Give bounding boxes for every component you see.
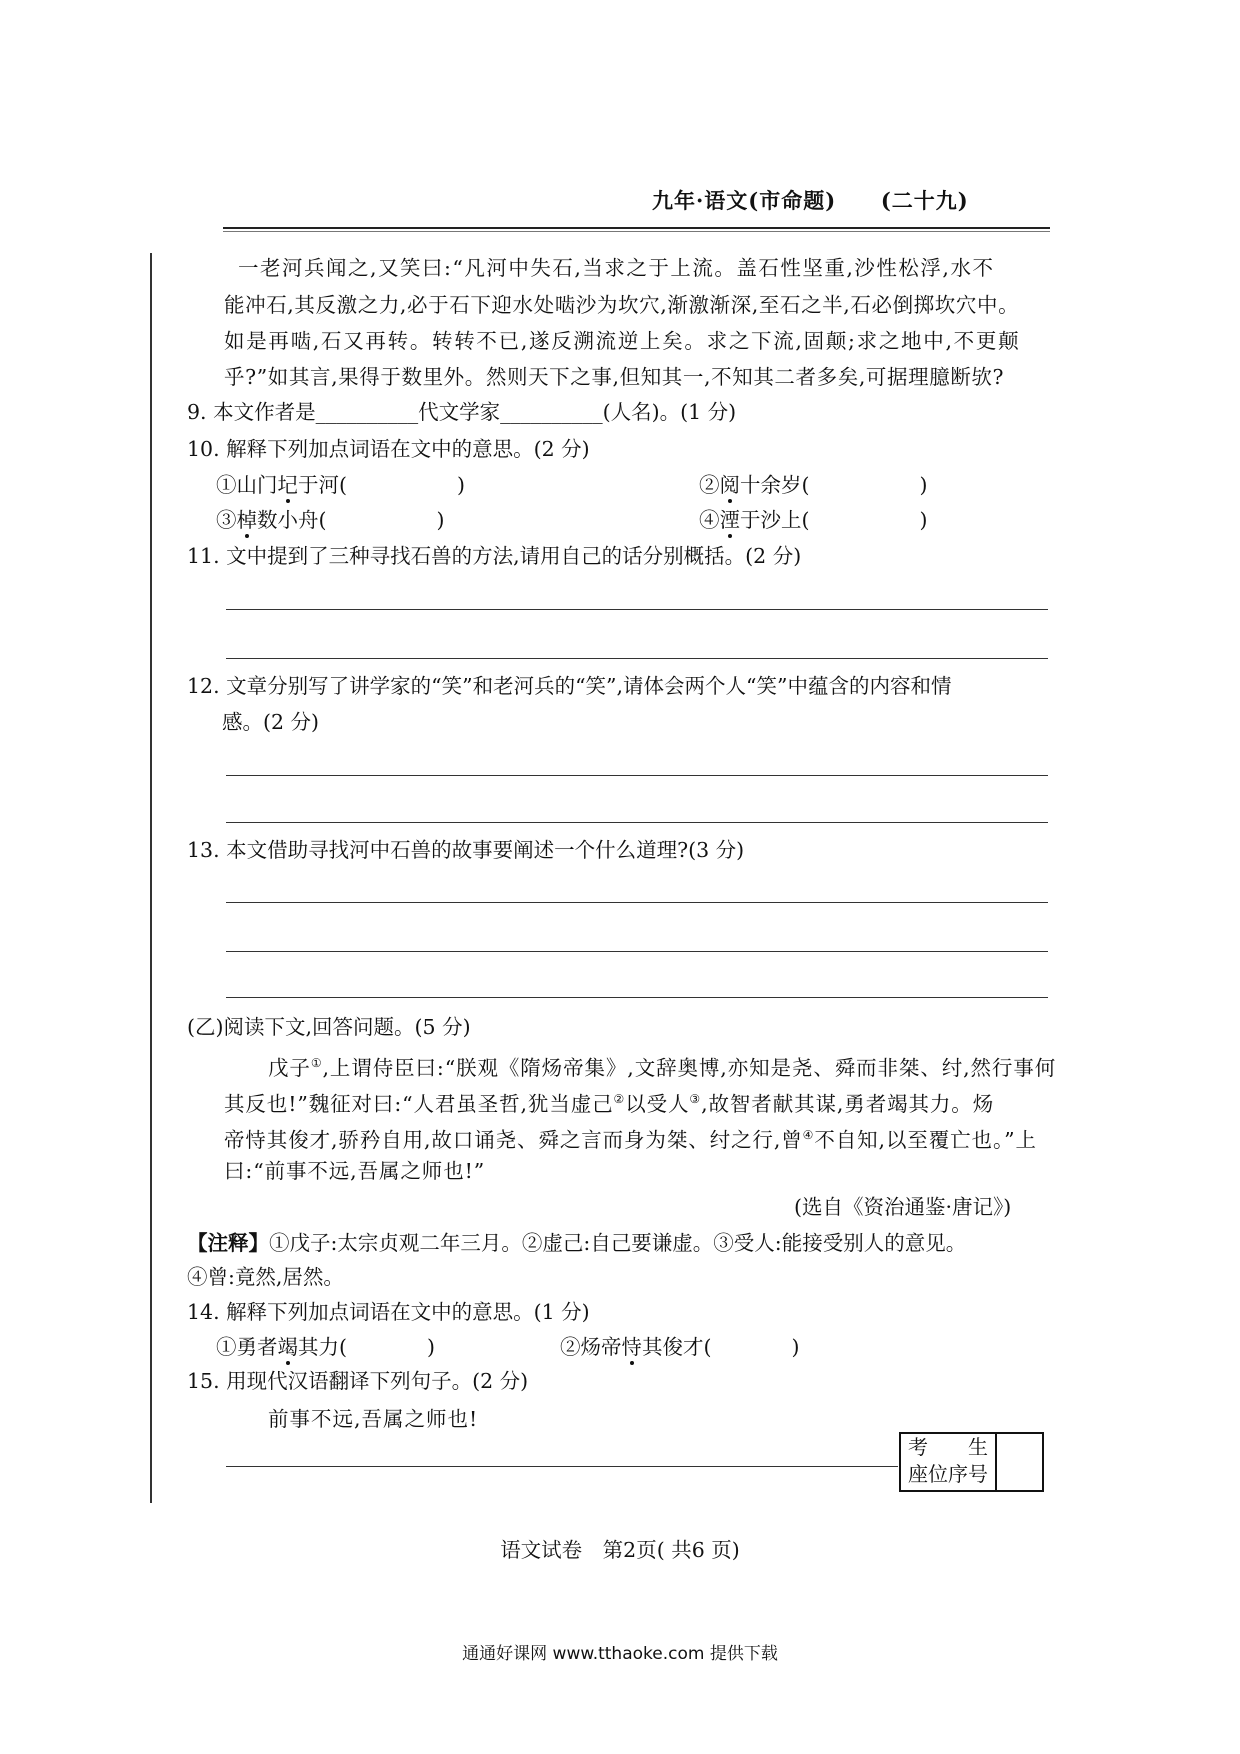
answer-line — [226, 822, 1048, 823]
passage-b-line: 曰:“前事不远,吾属之师也!” — [224, 1159, 486, 1183]
question-13-prompt: 13. 本文借助寻找河中石兽的故事要阐述一个什么道理?(3 分) — [187, 838, 745, 862]
question-14-item-1: ①勇者竭其力( ) — [216, 1335, 435, 1359]
page-footer: 语文试卷 第2页( 共6 页) — [500, 1538, 740, 1562]
question-10-item-4: ④湮于沙上( ) — [699, 508, 928, 532]
dotted-char: 恃 — [621, 1335, 642, 1359]
answer-line — [226, 609, 1048, 610]
passage-a-line: 一老河兵闻之,又笑曰:“凡河中失石,当求之于上流。盖石性坚重,沙性松浮,水不 — [238, 256, 995, 280]
binding-line — [150, 253, 152, 1503]
header-rule-thin — [223, 231, 1050, 232]
question-10-item-3: ③棹数小舟( ) — [216, 508, 445, 532]
passage-b-line: 帝恃其俊才,骄矜自用,故口诵尧、舜之言而身为桀、纣之行,曾④不自知,以至覆亡也。”上 — [224, 1127, 1037, 1152]
dotted-char: 圮 — [277, 473, 298, 497]
question-15-prompt: 15. 用现代汉语翻译下列句子。(2 分) — [187, 1369, 529, 1393]
seat-number-box — [899, 1432, 1044, 1492]
page-header — [652, 185, 1052, 215]
question-14-prompt: 14. 解释下列加点词语在文中的意思。(1 分) — [187, 1300, 590, 1324]
passage-a-line: 能冲石,其反激之力,必于石下迎水处啮沙为坎穴,渐激渐深,至石之半,石必倒掷坎穴中。 — [224, 293, 1020, 317]
answer-line — [226, 951, 1048, 952]
passage-b-line: 戊子①,上谓侍臣曰:“朕观《隋炀帝集》,文辞奥博,亦知是尧、舜而非桀、纣,然行事何 — [268, 1055, 1057, 1080]
question-9: 9. 本文作者是__________代文学家__________(人名)。(1 分) — [187, 400, 737, 424]
passage-b-source: (选自《资治通鉴·唐记》) — [794, 1195, 1012, 1219]
passage-a-line: 乎?”如其言,果得于数里外。然则天下之事,但知其一,不知其二者多矣,可据理臆断欤? — [224, 365, 1005, 389]
notes-label: 【注释】 — [187, 1231, 269, 1255]
passage-b-heading: (乙)阅读下文,回答问题。(5 分) — [187, 1015, 471, 1039]
dotted-char: 竭 — [277, 1335, 298, 1359]
seat-number-field[interactable] — [997, 1434, 1042, 1490]
passage-a-line: 如是再啮,石又再转。转转不已,遂反溯流逆上矣。求之下流,固颠;求之地中,不更颠 — [224, 329, 1021, 353]
answer-line — [226, 997, 1048, 998]
passage-b-line: 其反也!”魏征对曰:“人君虽圣哲,犹当虚己②以受人③,故智者献其谋,勇者竭其力。炀 — [224, 1091, 995, 1116]
question-10-item-2: ②阅十余岁( ) — [699, 473, 928, 497]
header-rule — [223, 227, 1050, 229]
download-credit: 通通好课网 www.tthaoke.com 提供下载 — [462, 1644, 778, 1664]
question-10-item-1: ①山门圮于河( ) — [216, 473, 465, 497]
seat-number-label: 考 生 座位序号 — [901, 1434, 997, 1490]
question-11-prompt: 11. 文中提到了三种寻找石兽的方法,请用自己的话分别概括。(2 分) — [187, 544, 802, 568]
dotted-char: 湮 — [719, 508, 740, 532]
answer-line — [226, 1466, 898, 1467]
question-12-prompt-cont: 感。(2 分) — [222, 710, 320, 734]
header-title: 九年·语文(市命题) — [652, 188, 837, 213]
notes-cont: ④曾:竟然,居然。 — [187, 1265, 344, 1289]
question-14-item-2: ②炀帝恃其俊才( ) — [560, 1335, 800, 1359]
header-paper-number: (二十九) — [880, 188, 969, 213]
question-15-sentence: 前事不远,吾属之师也! — [268, 1407, 479, 1431]
question-10-prompt: 10. 解释下列加点词语在文中的意思。(2 分) — [187, 437, 590, 461]
answer-line — [226, 902, 1048, 903]
dotted-char: 阅 — [719, 473, 740, 497]
dotted-char: 棹 — [236, 508, 257, 532]
answer-line — [226, 658, 1048, 659]
answer-line — [226, 775, 1048, 776]
notes: 【注释】①戊子:太宗贞观二年三月。②虚己:自己要谦虚。③受人:能接受别人的意见。 — [187, 1231, 967, 1255]
question-12-prompt: 12. 文章分别写了讲学家的“笑”和老河兵的“笑”,请体会两个人“笑”中蕴含的内容和情 — [187, 674, 952, 698]
